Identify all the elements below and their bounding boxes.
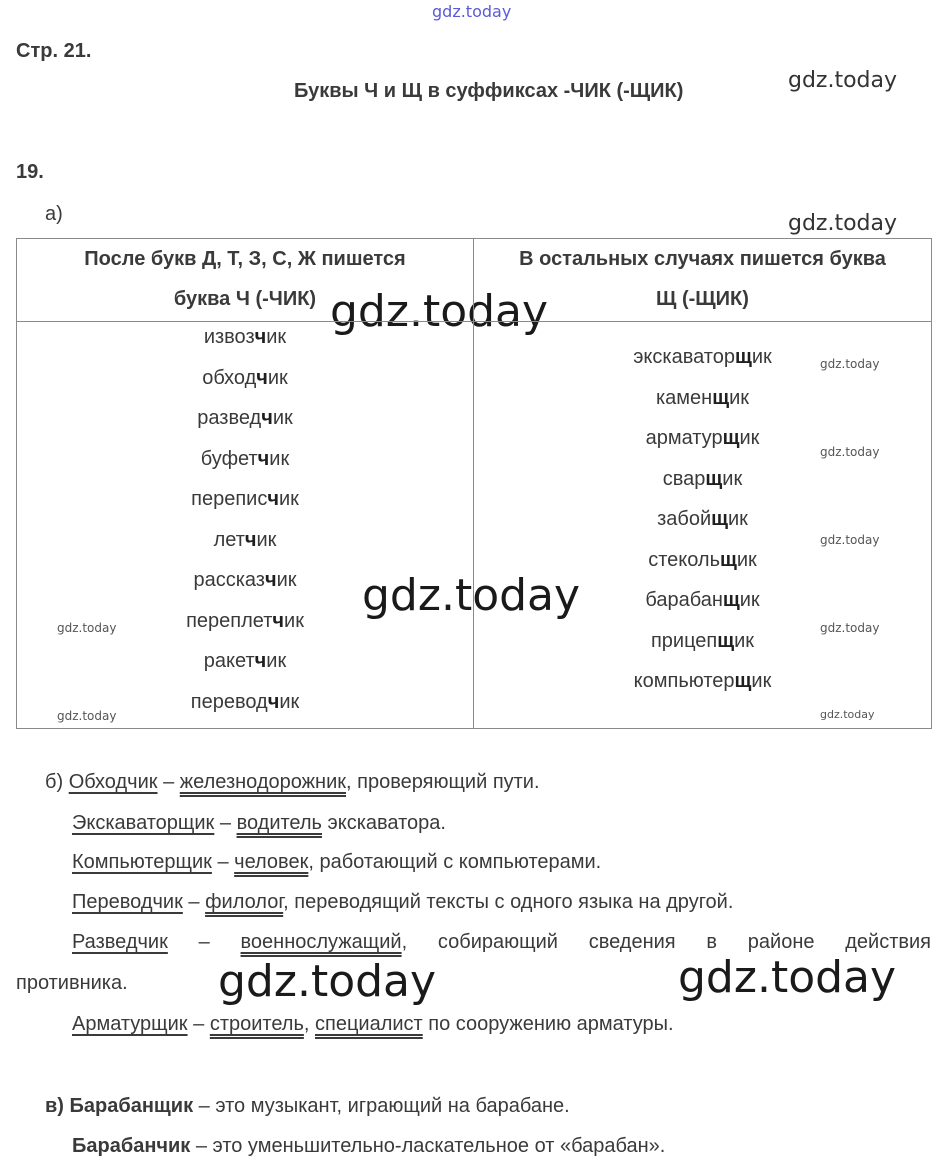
word-item: прицепщик xyxy=(650,629,755,652)
word-item: переводчик xyxy=(190,690,300,713)
part-b-label: б) xyxy=(45,771,64,793)
suffix-letter: ч xyxy=(244,528,257,551)
exercise-number: 19. xyxy=(16,161,44,183)
suffix-letter: ч xyxy=(264,569,277,591)
watermark-small: gdz.today xyxy=(57,621,117,635)
spelling-table xyxy=(16,238,932,729)
part-b-line-5-cont: противника. xyxy=(16,972,128,994)
watermark-small: gdz.today xyxy=(820,708,875,721)
part-c-line-1: в) Барабанщик – это музыкант, играющий на барабане. xyxy=(45,1095,570,1117)
term: Разведчик xyxy=(72,931,168,953)
table-header-left: После букв Д, Т, З, С, Ж пишется буква Ч (-ЧИК) xyxy=(17,239,474,322)
watermark-small: gdz.today xyxy=(820,533,880,547)
watermark-small: gdz.today xyxy=(820,621,880,635)
watermark-top: gdz.today xyxy=(432,2,512,21)
suffix-letter: ч xyxy=(254,326,267,348)
part-c-label: в) xyxy=(45,1095,64,1117)
definition-noun: водитель xyxy=(236,812,322,834)
suffix-letter: щ xyxy=(712,386,730,409)
page-heading: Буквы Ч и Щ в суффиксах -ЧИК (-ЩИК) xyxy=(294,80,684,102)
word-item: стекольщик xyxy=(648,548,757,571)
term: Переводчик xyxy=(72,891,183,913)
watermark: gdz.today xyxy=(788,68,898,93)
suffix-letter: щ xyxy=(717,629,735,652)
suffix-letter: щ xyxy=(711,508,728,530)
word-item: переплетчик xyxy=(186,609,304,632)
word-item: арматурщик xyxy=(645,427,760,449)
watermark-small: gdz.today xyxy=(820,445,880,459)
part-b-line-6: Арматурщик – строитель, специалист по сооружению арматуры. xyxy=(72,1013,674,1035)
suffix-letter: ч xyxy=(272,609,285,632)
suffix-letter: щ xyxy=(705,467,723,490)
part-b-line-5: Разведчик – военнослужащий, собирающий сведения в районе действия xyxy=(72,931,932,953)
word-item: разведчик xyxy=(197,407,293,429)
suffix-letter: ч xyxy=(267,488,279,510)
suffix-letter: ч xyxy=(267,690,280,713)
suffix-letter: щ xyxy=(734,670,752,692)
word-item: летчик xyxy=(213,528,277,551)
part-b-line-4: Переводчик – филолог, переводящий тексты с одного языка на другой. xyxy=(72,891,734,913)
word-item: буфетчик xyxy=(200,447,290,470)
watermark-small: gdz.today xyxy=(57,709,117,723)
term: Компьютерщик xyxy=(72,851,212,873)
suffix-letter: ч xyxy=(261,407,273,429)
word-item: забойщик xyxy=(657,508,748,530)
watermark-large: gdz.today xyxy=(678,952,897,1003)
term: Обходчик xyxy=(68,771,158,793)
definition-noun: строитель xyxy=(209,1013,304,1035)
part-a-label: а) xyxy=(45,203,63,225)
part-b-line-3: Компьютерщик – человек, работающий с компьютерами. xyxy=(72,851,602,873)
watermark-large: gdz.today xyxy=(330,286,549,337)
word-item: переписчик xyxy=(191,488,299,510)
word-item: сварщик xyxy=(662,467,743,490)
watermark-large: gdz.today xyxy=(218,956,437,1007)
table-header-right: В остальных случаях пишется буква Щ (-ЩИК) xyxy=(474,239,932,322)
word-item: обходчик xyxy=(202,366,288,389)
part-c-line-2: Барабанчик – это уменьшительно-ласкательное от «барабан». xyxy=(72,1135,666,1157)
word-item: барабанщик xyxy=(645,589,760,611)
page-label: Стр. 21. xyxy=(16,40,92,62)
suffix-letter: ч xyxy=(257,447,270,470)
suffix-letter: щ xyxy=(720,548,737,571)
term: Арматурщик xyxy=(72,1013,188,1035)
suffix-letter: щ xyxy=(722,589,740,611)
definition-noun: филолог xyxy=(205,891,284,913)
word-item: рассказчик xyxy=(193,569,297,591)
word-item: экскаваторщик xyxy=(633,346,772,368)
definition-noun: человек xyxy=(234,851,309,873)
suffix-letter: щ xyxy=(734,346,752,368)
word-item: каменщик xyxy=(655,386,750,409)
word-item: компьютерщик xyxy=(633,670,772,692)
suffix-letter: щ xyxy=(722,427,740,449)
word-item: извозчик xyxy=(203,326,287,348)
watermark-large: gdz.today xyxy=(362,570,581,621)
definition-noun: железнодорожник xyxy=(179,771,347,793)
suffix-letter: ч xyxy=(254,650,267,672)
word-item: ракетчик xyxy=(203,650,287,672)
term: Барабанщик xyxy=(69,1095,194,1117)
term: Барабанчик xyxy=(72,1135,191,1157)
definition-noun: военнослужащий xyxy=(240,931,402,953)
part-b-line-2: Экскаваторщик – водитель экскаватора. xyxy=(72,812,446,834)
watermark-small: gdz.today xyxy=(820,357,880,371)
watermark: gdz.today xyxy=(788,211,898,236)
right-column xyxy=(474,322,932,729)
part-b-line-1: б) Обходчик – железнодорожник, проверяющий пути. xyxy=(45,771,540,793)
left-column xyxy=(17,322,474,729)
suffix-letter: ч xyxy=(256,366,268,389)
definition-noun: специалист xyxy=(315,1013,423,1035)
term: Экскаваторщик xyxy=(72,812,215,834)
